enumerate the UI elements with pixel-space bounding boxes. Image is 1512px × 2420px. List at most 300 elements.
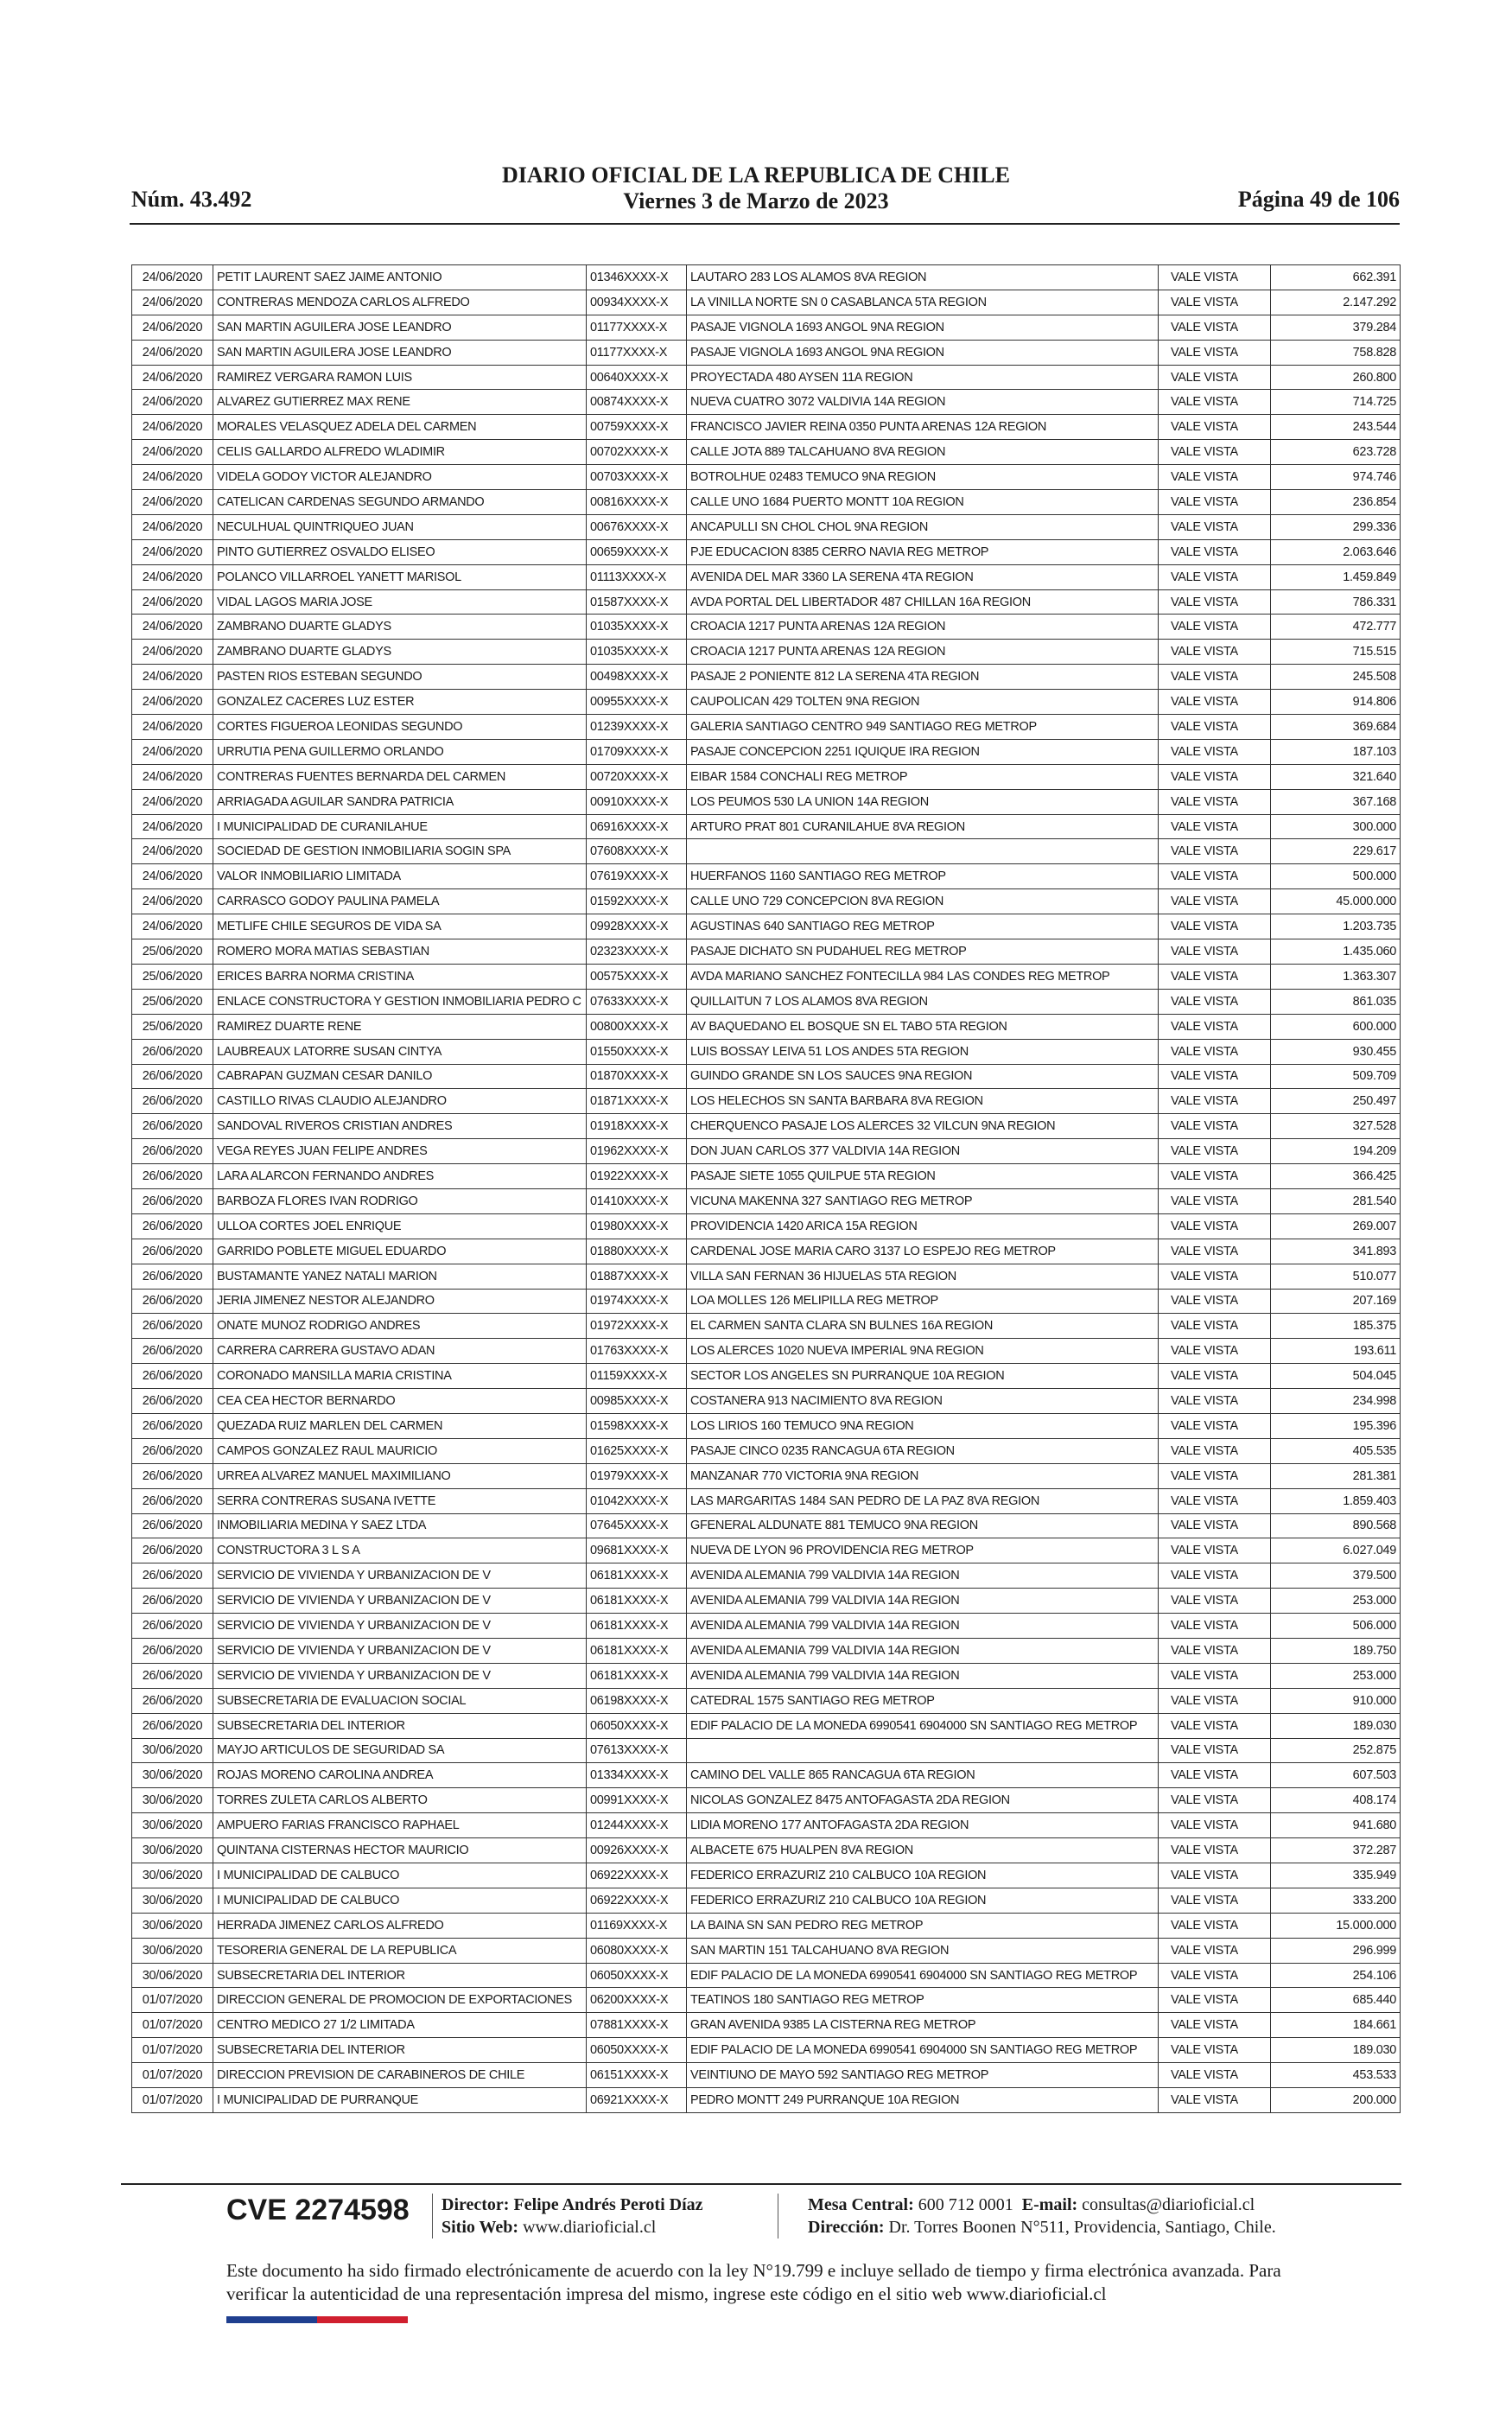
- web-link[interactable]: www.diarioficial.cl: [523, 2218, 657, 2237]
- table-row: [132, 1139, 1401, 1164]
- table-row: [132, 589, 1401, 615]
- amount-cell: 189.030: [1271, 1713, 1401, 1738]
- payment-mode-cell: VALE VISTA: [1159, 764, 1271, 789]
- table-row: [132, 1438, 1401, 1463]
- payment-mode-cell: VALE VISTA: [1159, 1014, 1271, 1039]
- address-cell: EDIF PALACIO DE LA MONEDA 6990541 6904000 SN SANTIAGO REG METROP: [687, 1713, 1159, 1738]
- payment-mode-cell: VALE VISTA: [1159, 1788, 1271, 1813]
- amount-cell: 685.440: [1271, 1988, 1401, 2013]
- rut-cell: 00955XXXX-X: [587, 690, 687, 715]
- table-row: [132, 1289, 1401, 1314]
- date-cell: 26/06/2020: [132, 1314, 213, 1339]
- date-cell: 26/06/2020: [132, 1513, 213, 1538]
- name-cell: SOCIEDAD DE GESTION INMOBILIARIA SOGIN SPA: [213, 839, 587, 864]
- name-cell: LARA ALARCON FERNANDO ANDRES: [213, 1164, 587, 1189]
- payment-mode-cell: VALE VISTA: [1159, 964, 1271, 989]
- rut-cell: 01169XXXX-X: [587, 1913, 687, 1938]
- payment-mode-cell: VALE VISTA: [1159, 340, 1271, 365]
- amount-cell: 269.007: [1271, 1213, 1401, 1239]
- date-cell: 26/06/2020: [132, 1589, 213, 1614]
- amount-cell: 500.000: [1271, 864, 1401, 889]
- issue-number: Núm. 43.492: [131, 187, 252, 212]
- date-cell: 30/06/2020: [132, 1938, 213, 1963]
- rut-cell: 01177XXXX-X: [587, 315, 687, 340]
- rut-cell: 09928XXXX-X: [587, 914, 687, 939]
- name-cell: JERIA JIMENEZ NESTOR ALEJANDRO: [213, 1289, 587, 1314]
- email-label: E-mail:: [1021, 2195, 1078, 2214]
- table-row: [132, 265, 1401, 290]
- amount-cell: 184.661: [1271, 2013, 1401, 2038]
- date-cell: 24/06/2020: [132, 490, 213, 515]
- date-cell: 01/07/2020: [132, 2063, 213, 2088]
- amount-cell: 252.875: [1271, 1738, 1401, 1763]
- table-row: [132, 1938, 1401, 1963]
- address-cell: EDIF PALACIO DE LA MONEDA 6990541 6904000 SN SANTIAGO REG METROP: [687, 1963, 1159, 1988]
- flag-blue: [226, 2316, 317, 2323]
- address-cell: NUEVA DE LYON 96 PROVIDENCIA REG METROP: [687, 1538, 1159, 1563]
- rut-cell: 00640XXXX-X: [587, 365, 687, 390]
- table-row: [132, 465, 1401, 490]
- name-cell: CONTRERAS MENDOZA CARLOS ALFREDO: [213, 290, 587, 315]
- address-cell: EL CARMEN SANTA CLARA SN BULNES 16A REGION: [687, 1314, 1159, 1339]
- amount-cell: 379.284: [1271, 315, 1401, 340]
- rut-cell: 00800XXXX-X: [587, 1014, 687, 1039]
- rut-cell: 06050XXXX-X: [587, 2038, 687, 2063]
- amount-cell: 327.528: [1271, 1114, 1401, 1139]
- address-cell: LOS HELECHOS SN SANTA BARBARA 8VA REGION: [687, 1089, 1159, 1114]
- name-cell: SERVICIO DE VIVIENDA Y URBANIZACION DE V: [213, 1563, 587, 1589]
- rut-cell: 06922XXXX-X: [587, 1888, 687, 1913]
- payments-table-body: [132, 265, 1401, 2113]
- payment-mode-cell: VALE VISTA: [1159, 989, 1271, 1014]
- address-cell: VICUNA MAKENNA 327 SANTIAGO REG METROP: [687, 1188, 1159, 1213]
- date-cell: 26/06/2020: [132, 1438, 213, 1463]
- date-cell: 26/06/2020: [132, 1688, 213, 1713]
- table-row: [132, 1463, 1401, 1488]
- date-cell: 25/06/2020: [132, 964, 213, 989]
- name-cell: TORRES ZULETA CARLOS ALBERTO: [213, 1788, 587, 1813]
- name-cell: SERVICIO DE VIVIENDA Y URBANIZACION DE V: [213, 1638, 587, 1663]
- payment-mode-cell: VALE VISTA: [1159, 1264, 1271, 1289]
- table-row: [132, 1164, 1401, 1189]
- amount-cell: 510.077: [1271, 1264, 1401, 1289]
- amount-cell: 509.709: [1271, 1064, 1401, 1089]
- amount-cell: 941.680: [1271, 1813, 1401, 1838]
- name-cell: VEGA REYES JUAN FELIPE ANDRES: [213, 1139, 587, 1164]
- rut-cell: 06916XXXX-X: [587, 814, 687, 839]
- address-cell: CAUPOLICAN 429 TOLTEN 9NA REGION: [687, 690, 1159, 715]
- name-cell: QUEZADA RUIZ MARLEN DEL CARMEN: [213, 1413, 587, 1438]
- table-row: [132, 365, 1401, 390]
- amount-cell: 369.684: [1271, 715, 1401, 740]
- table-row: [132, 290, 1401, 315]
- name-cell: ERICES BARRA NORMA CRISTINA: [213, 964, 587, 989]
- payment-mode-cell: VALE VISTA: [1159, 1039, 1271, 1064]
- publication-name: DIARIO OFICIAL DE LA REPUBLICA DE CHILE: [501, 162, 1010, 188]
- rut-cell: 01159XXXX-X: [587, 1364, 687, 1389]
- name-cell: SUBSECRETARIA DEL INTERIOR: [213, 1963, 587, 1988]
- amount-cell: 504.045: [1271, 1364, 1401, 1389]
- rut-cell: 01550XXXX-X: [587, 1039, 687, 1064]
- payment-mode-cell: VALE VISTA: [1159, 1139, 1271, 1164]
- date-cell: 30/06/2020: [132, 1888, 213, 1913]
- payment-mode-cell: VALE VISTA: [1159, 1688, 1271, 1713]
- amount-cell: 974.746: [1271, 465, 1401, 490]
- table-row: [132, 1913, 1401, 1938]
- table-row: [132, 564, 1401, 589]
- rut-cell: 07619XXXX-X: [587, 864, 687, 889]
- table-row: [132, 615, 1401, 640]
- address-cell: AVENIDA ALEMANIA 799 VALDIVIA 14A REGION: [687, 1614, 1159, 1639]
- table-row: [132, 1389, 1401, 1414]
- payment-mode-cell: VALE VISTA: [1159, 315, 1271, 340]
- amount-cell: 245.508: [1271, 665, 1401, 690]
- table-row: [132, 739, 1401, 764]
- payment-mode-cell: VALE VISTA: [1159, 1089, 1271, 1114]
- date-cell: 24/06/2020: [132, 514, 213, 539]
- mesa-phone: 600 712 0001: [918, 2195, 1013, 2214]
- table-row: [132, 1813, 1401, 1838]
- address-cell: LA VINILLA NORTE SN 0 CASABLANCA 5TA REGION: [687, 290, 1159, 315]
- rut-cell: 00703XXXX-X: [587, 465, 687, 490]
- table-row: [132, 1638, 1401, 1663]
- address-cell: CROACIA 1217 PUNTA ARENAS 12A REGION: [687, 615, 1159, 640]
- name-cell: CEA CEA HECTOR BERNARDO: [213, 1389, 587, 1414]
- amount-cell: 236.854: [1271, 490, 1401, 515]
- name-cell: VALOR INMOBILIARIO LIMITADA: [213, 864, 587, 889]
- address-cell: PASAJE 2 PONIENTE 812 LA SERENA 4TA REGION: [687, 665, 1159, 690]
- name-cell: SAN MARTIN AGUILERA JOSE LEANDRO: [213, 340, 587, 365]
- table-row: [132, 1339, 1401, 1364]
- date-cell: 24/06/2020: [132, 589, 213, 615]
- address-cell: PASAJE DICHATO SN PUDAHUEL REG METROP: [687, 939, 1159, 965]
- table-row: [132, 964, 1401, 989]
- amount-cell: 2.063.646: [1271, 539, 1401, 564]
- date-cell: 01/07/2020: [132, 2013, 213, 2038]
- date-cell: 26/06/2020: [132, 1413, 213, 1438]
- amount-cell: 623.728: [1271, 440, 1401, 465]
- date-cell: 24/06/2020: [132, 690, 213, 715]
- rut-cell: 01239XXXX-X: [587, 715, 687, 740]
- table-row: [132, 514, 1401, 539]
- name-cell: ULLOA CORTES JOEL ENRIQUE: [213, 1213, 587, 1239]
- date-cell: 24/06/2020: [132, 465, 213, 490]
- amount-cell: 758.828: [1271, 340, 1401, 365]
- payment-mode-cell: VALE VISTA: [1159, 715, 1271, 740]
- name-cell: POLANCO VILLARROEL YANETT MARISOL: [213, 564, 587, 589]
- date-cell: 26/06/2020: [132, 1039, 213, 1064]
- amount-cell: 930.455: [1271, 1039, 1401, 1064]
- rut-cell: 06181XXXX-X: [587, 1563, 687, 1589]
- payment-mode-cell: VALE VISTA: [1159, 864, 1271, 889]
- amount-cell: 506.000: [1271, 1614, 1401, 1639]
- page-number: Página 49 de 106: [1237, 187, 1400, 212]
- address-cell: EDIF PALACIO DE LA MONEDA 6990541 6904000 SN SANTIAGO REG METROP: [687, 2038, 1159, 2063]
- payment-mode-cell: VALE VISTA: [1159, 1239, 1271, 1264]
- rut-cell: 00910XXXX-X: [587, 789, 687, 814]
- address-cell: FEDERICO ERRAZURIZ 210 CALBUCO 10A REGION: [687, 1863, 1159, 1888]
- address-cell: LAUTARO 283 LOS ALAMOS 8VA REGION: [687, 265, 1159, 290]
- rut-cell: 00720XXXX-X: [587, 764, 687, 789]
- name-cell: PINTO GUTIERREZ OSVALDO ELISEO: [213, 539, 587, 564]
- date-cell: 01/07/2020: [132, 2088, 213, 2113]
- amount-cell: 45.000.000: [1271, 889, 1401, 914]
- address-cell: CAMINO DEL VALLE 865 RANCAGUA 6TA REGION: [687, 1763, 1159, 1788]
- address-cell: NUEVA CUATRO 3072 VALDIVIA 14A REGION: [687, 390, 1159, 415]
- address-cell: AVDA PORTAL DEL LIBERTADOR 487 CHILLAN 16A REGION: [687, 589, 1159, 615]
- date-cell: 26/06/2020: [132, 1463, 213, 1488]
- payment-mode-cell: VALE VISTA: [1159, 265, 1271, 290]
- amount-cell: 260.800: [1271, 365, 1401, 390]
- table-row: [132, 1538, 1401, 1563]
- address-cell: FEDERICO ERRAZURIZ 210 CALBUCO 10A REGION: [687, 1888, 1159, 1913]
- name-cell: CARRASCO GODOY PAULINA PAMELA: [213, 889, 587, 914]
- date-cell: 26/06/2020: [132, 1364, 213, 1389]
- rut-cell: 01346XXXX-X: [587, 265, 687, 290]
- rut-cell: 00759XXXX-X: [587, 415, 687, 440]
- table-row: [132, 1663, 1401, 1688]
- name-cell: ENLACE CONSTRUCTORA Y GESTION INMOBILIARIA PEDRO C: [213, 989, 587, 1014]
- payment-mode-cell: VALE VISTA: [1159, 839, 1271, 864]
- date-cell: 24/06/2020: [132, 415, 213, 440]
- amount-cell: 193.611: [1271, 1339, 1401, 1364]
- rut-cell: 00985XXXX-X: [587, 1389, 687, 1414]
- date-cell: 30/06/2020: [132, 1738, 213, 1763]
- amount-cell: 914.806: [1271, 690, 1401, 715]
- date-cell: 24/06/2020: [132, 914, 213, 939]
- date-cell: 30/06/2020: [132, 1813, 213, 1838]
- rut-cell: 07608XXXX-X: [587, 839, 687, 864]
- table-row: [132, 1014, 1401, 1039]
- rut-cell: 01709XXXX-X: [587, 739, 687, 764]
- rut-cell: 06922XXXX-X: [587, 1863, 687, 1888]
- date-cell: 24/06/2020: [132, 764, 213, 789]
- name-cell: CONSTRUCTORA 3 L S A: [213, 1538, 587, 1563]
- date-cell: 24/06/2020: [132, 839, 213, 864]
- table-row: [132, 1064, 1401, 1089]
- address-cell: LAS MARGARITAS 1484 SAN PEDRO DE LA PAZ 8VA REGION: [687, 1488, 1159, 1513]
- address-cell: LOS PEUMOS 530 LA UNION 14A REGION: [687, 789, 1159, 814]
- name-cell: CARRERA CARRERA GUSTAVO ADAN: [213, 1339, 587, 1364]
- table-row: [132, 989, 1401, 1014]
- address-cell: PASAJE VIGNOLA 1693 ANGOL 9NA REGION: [687, 315, 1159, 340]
- name-cell: PETIT LAURENT SAEZ JAIME ANTONIO: [213, 265, 587, 290]
- table-row: [132, 889, 1401, 914]
- date-cell: 24/06/2020: [132, 640, 213, 665]
- date-cell: 24/06/2020: [132, 265, 213, 290]
- date-cell: 26/06/2020: [132, 1089, 213, 1114]
- payment-mode-cell: VALE VISTA: [1159, 1663, 1271, 1688]
- rut-cell: 01410XXXX-X: [587, 1188, 687, 1213]
- table-row: [132, 1114, 1401, 1139]
- address-cell: [687, 839, 1159, 864]
- date-cell: 24/06/2020: [132, 739, 213, 764]
- rut-cell: 01244XXXX-X: [587, 1813, 687, 1838]
- date-cell: 24/06/2020: [132, 615, 213, 640]
- address-cell: CARDENAL JOSE MARIA CARO 3137 LO ESPEJO REG METROP: [687, 1239, 1159, 1264]
- date-cell: 24/06/2020: [132, 789, 213, 814]
- table-row: [132, 1688, 1401, 1713]
- payment-mode-cell: VALE VISTA: [1159, 1488, 1271, 1513]
- amount-cell: 861.035: [1271, 989, 1401, 1014]
- date-cell: 24/06/2020: [132, 889, 213, 914]
- payment-mode-cell: VALE VISTA: [1159, 1638, 1271, 1663]
- name-cell: HERRADA JIMENEZ CARLOS ALFREDO: [213, 1913, 587, 1938]
- name-cell: I MUNICIPALIDAD DE CURANILAHUE: [213, 814, 587, 839]
- amount-cell: 600.000: [1271, 1014, 1401, 1039]
- table-row: [132, 1863, 1401, 1888]
- date-cell: 30/06/2020: [132, 1763, 213, 1788]
- amount-cell: 335.949: [1271, 1863, 1401, 1888]
- name-cell: MAYJO ARTICULOS DE SEGURIDAD SA: [213, 1738, 587, 1763]
- rut-cell: 01177XXXX-X: [587, 340, 687, 365]
- table-row: [132, 839, 1401, 864]
- rut-cell: 00575XXXX-X: [587, 964, 687, 989]
- name-cell: VIDELA GODOY VICTOR ALEJANDRO: [213, 465, 587, 490]
- amount-cell: 207.169: [1271, 1289, 1401, 1314]
- amount-cell: 341.893: [1271, 1239, 1401, 1264]
- table-row: [132, 1888, 1401, 1913]
- rut-cell: 06050XXXX-X: [587, 1713, 687, 1738]
- name-cell: SUBSECRETARIA DEL INTERIOR: [213, 2038, 587, 2063]
- payment-mode-cell: VALE VISTA: [1159, 514, 1271, 539]
- rut-cell: 02323XXXX-X: [587, 939, 687, 965]
- amount-cell: 662.391: [1271, 265, 1401, 290]
- name-cell: TESORERIA GENERAL DE LA REPUBLICA: [213, 1938, 587, 1963]
- rut-cell: 06198XXXX-X: [587, 1688, 687, 1713]
- email-link[interactable]: consultas@diarioficial.cl: [1082, 2195, 1255, 2214]
- rut-cell: 00702XXXX-X: [587, 440, 687, 465]
- payment-mode-cell: VALE VISTA: [1159, 1738, 1271, 1763]
- payment-mode-cell: VALE VISTA: [1159, 1364, 1271, 1389]
- name-cell: RAMIREZ VERGARA RAMON LUIS: [213, 365, 587, 390]
- rut-cell: 01113XXXX-X: [587, 564, 687, 589]
- payment-mode-cell: VALE VISTA: [1159, 1763, 1271, 1788]
- name-cell: INMOBILIARIA MEDINA Y SAEZ LTDA: [213, 1513, 587, 1538]
- table-row: [132, 2013, 1401, 2038]
- name-cell: CAMPOS GONZALEZ RAUL MAURICIO: [213, 1438, 587, 1463]
- name-cell: METLIFE CHILE SEGUROS DE VIDA SA: [213, 914, 587, 939]
- name-cell: ROJAS MORENO CAROLINA ANDREA: [213, 1763, 587, 1788]
- name-cell: CENTRO MEDICO 27 1/2 LIMITADA: [213, 2013, 587, 2038]
- payment-mode-cell: VALE VISTA: [1159, 814, 1271, 839]
- name-cell: NECULHUAL QUINTRIQUEO JUAN: [213, 514, 587, 539]
- payment-mode-cell: VALE VISTA: [1159, 1913, 1271, 1938]
- address-cell: VEINTIUNO DE MAYO 592 SANTIAGO REG METROP: [687, 2063, 1159, 2088]
- rut-cell: 01625XXXX-X: [587, 1438, 687, 1463]
- payment-mode-cell: VALE VISTA: [1159, 1614, 1271, 1639]
- address-cell: CROACIA 1217 PUNTA ARENAS 12A REGION: [687, 640, 1159, 665]
- table-row: [132, 1589, 1401, 1614]
- date-cell: 26/06/2020: [132, 1264, 213, 1289]
- payment-mode-cell: VALE VISTA: [1159, 1164, 1271, 1189]
- name-cell: URRUTIA PENA GUILLERMO ORLANDO: [213, 739, 587, 764]
- rut-cell: 06181XXXX-X: [587, 1638, 687, 1663]
- amount-cell: 281.381: [1271, 1463, 1401, 1488]
- rut-cell: 00991XXXX-X: [587, 1788, 687, 1813]
- payment-mode-cell: VALE VISTA: [1159, 1188, 1271, 1213]
- rut-cell: 00874XXXX-X: [587, 390, 687, 415]
- amount-cell: 300.000: [1271, 814, 1401, 839]
- rut-cell: 00816XXXX-X: [587, 490, 687, 515]
- address-cell: AVENIDA ALEMANIA 799 VALDIVIA 14A REGION: [687, 1638, 1159, 1663]
- legal-notice: Este documento ha sido firmado electrónicamente de acuerdo con la ley N°19.799 e incluye sellado de tiempo y firma electrónica avanzada. Para verificar la autenticidad de una representación impresa del mismo, ingrese este código en el sitio web www.diarioficial.cl: [226, 2260, 1281, 2304]
- name-cell: AMPUERO FARIAS FRANCISCO RAPHAEL: [213, 1813, 587, 1838]
- rut-cell: 01972XXXX-X: [587, 1314, 687, 1339]
- table-row: [132, 789, 1401, 814]
- table-row: [132, 1188, 1401, 1213]
- mesa-label: Mesa Central:: [808, 2195, 914, 2214]
- amount-cell: 367.168: [1271, 789, 1401, 814]
- rut-cell: 00934XXXX-X: [587, 290, 687, 315]
- name-cell: SERVICIO DE VIVIENDA Y URBANIZACION DE V: [213, 1589, 587, 1614]
- director-label: Director:: [442, 2195, 510, 2214]
- date-cell: 24/06/2020: [132, 365, 213, 390]
- name-cell: SUBSECRETARIA DEL INTERIOR: [213, 1713, 587, 1738]
- address-cell: CALLE JOTA 889 TALCAHUANO 8VA REGION: [687, 440, 1159, 465]
- address-cell: PJE EDUCACION 8385 CERRO NAVIA REG METROP: [687, 539, 1159, 564]
- address-cell: ALBACETE 675 HUALPEN 8VA REGION: [687, 1838, 1159, 1863]
- name-cell: SERVICIO DE VIVIENDA Y URBANIZACION DE V: [213, 1614, 587, 1639]
- payment-mode-cell: VALE VISTA: [1159, 1988, 1271, 2013]
- table-row: [132, 415, 1401, 440]
- table-row: [132, 665, 1401, 690]
- name-cell: BARBOZA FLORES IVAN RODRIGO: [213, 1188, 587, 1213]
- name-cell: ONATE MUNOZ RODRIGO ANDRES: [213, 1314, 587, 1339]
- rut-cell: 01871XXXX-X: [587, 1089, 687, 1114]
- table-row: [132, 690, 1401, 715]
- table-row: [132, 2063, 1401, 2088]
- name-cell: I MUNICIPALIDAD DE PURRANQUE: [213, 2088, 587, 2113]
- name-cell: CORONADO MANSILLA MARIA CRISTINA: [213, 1364, 587, 1389]
- date-cell: 26/06/2020: [132, 1389, 213, 1414]
- rut-cell: 06050XXXX-X: [587, 1963, 687, 1988]
- rut-cell: 01979XXXX-X: [587, 1463, 687, 1488]
- payment-mode-cell: VALE VISTA: [1159, 1438, 1271, 1463]
- payment-mode-cell: VALE VISTA: [1159, 2013, 1271, 2038]
- amount-cell: 1.203.735: [1271, 914, 1401, 939]
- payment-mode-cell: VALE VISTA: [1159, 415, 1271, 440]
- address-cell: PROVIDENCIA 1420 ARICA 15A REGION: [687, 1213, 1159, 1239]
- table-row: [132, 340, 1401, 365]
- address-cell: [687, 1738, 1159, 1763]
- rut-cell: 01592XXXX-X: [587, 889, 687, 914]
- amount-cell: 253.000: [1271, 1589, 1401, 1614]
- address-cell: AV BAQUEDANO EL BOSQUE SN EL TABO 5TA REGION: [687, 1014, 1159, 1039]
- flag-stripe: [226, 2316, 408, 2323]
- payments-table: [131, 264, 1401, 2113]
- name-cell: CASTILLO RIVAS CLAUDIO ALEJANDRO: [213, 1089, 587, 1114]
- address-cell: CATEDRAL 1575 SANTIAGO REG METROP: [687, 1688, 1159, 1713]
- date-cell: 30/06/2020: [132, 1788, 213, 1813]
- date-cell: 24/06/2020: [132, 665, 213, 690]
- amount-cell: 2.147.292: [1271, 290, 1401, 315]
- payment-mode-cell: VALE VISTA: [1159, 1339, 1271, 1364]
- rut-cell: 06080XXXX-X: [587, 1938, 687, 1963]
- payment-mode-cell: VALE VISTA: [1159, 665, 1271, 690]
- payment-mode-cell: VALE VISTA: [1159, 789, 1271, 814]
- date-cell: 26/06/2020: [132, 1488, 213, 1513]
- table-row: [132, 1039, 1401, 1064]
- address-cell: AVENIDA ALEMANIA 799 VALDIVIA 14A REGION: [687, 1589, 1159, 1614]
- date-cell: 30/06/2020: [132, 1838, 213, 1863]
- date-cell: 26/06/2020: [132, 1638, 213, 1663]
- name-cell: MORALES VELASQUEZ ADELA DEL CARMEN: [213, 415, 587, 440]
- name-cell: PASTEN RIOS ESTEBAN SEGUNDO: [213, 665, 587, 690]
- rut-cell: 06181XXXX-X: [587, 1589, 687, 1614]
- amount-cell: 250.497: [1271, 1089, 1401, 1114]
- table-row: [132, 764, 1401, 789]
